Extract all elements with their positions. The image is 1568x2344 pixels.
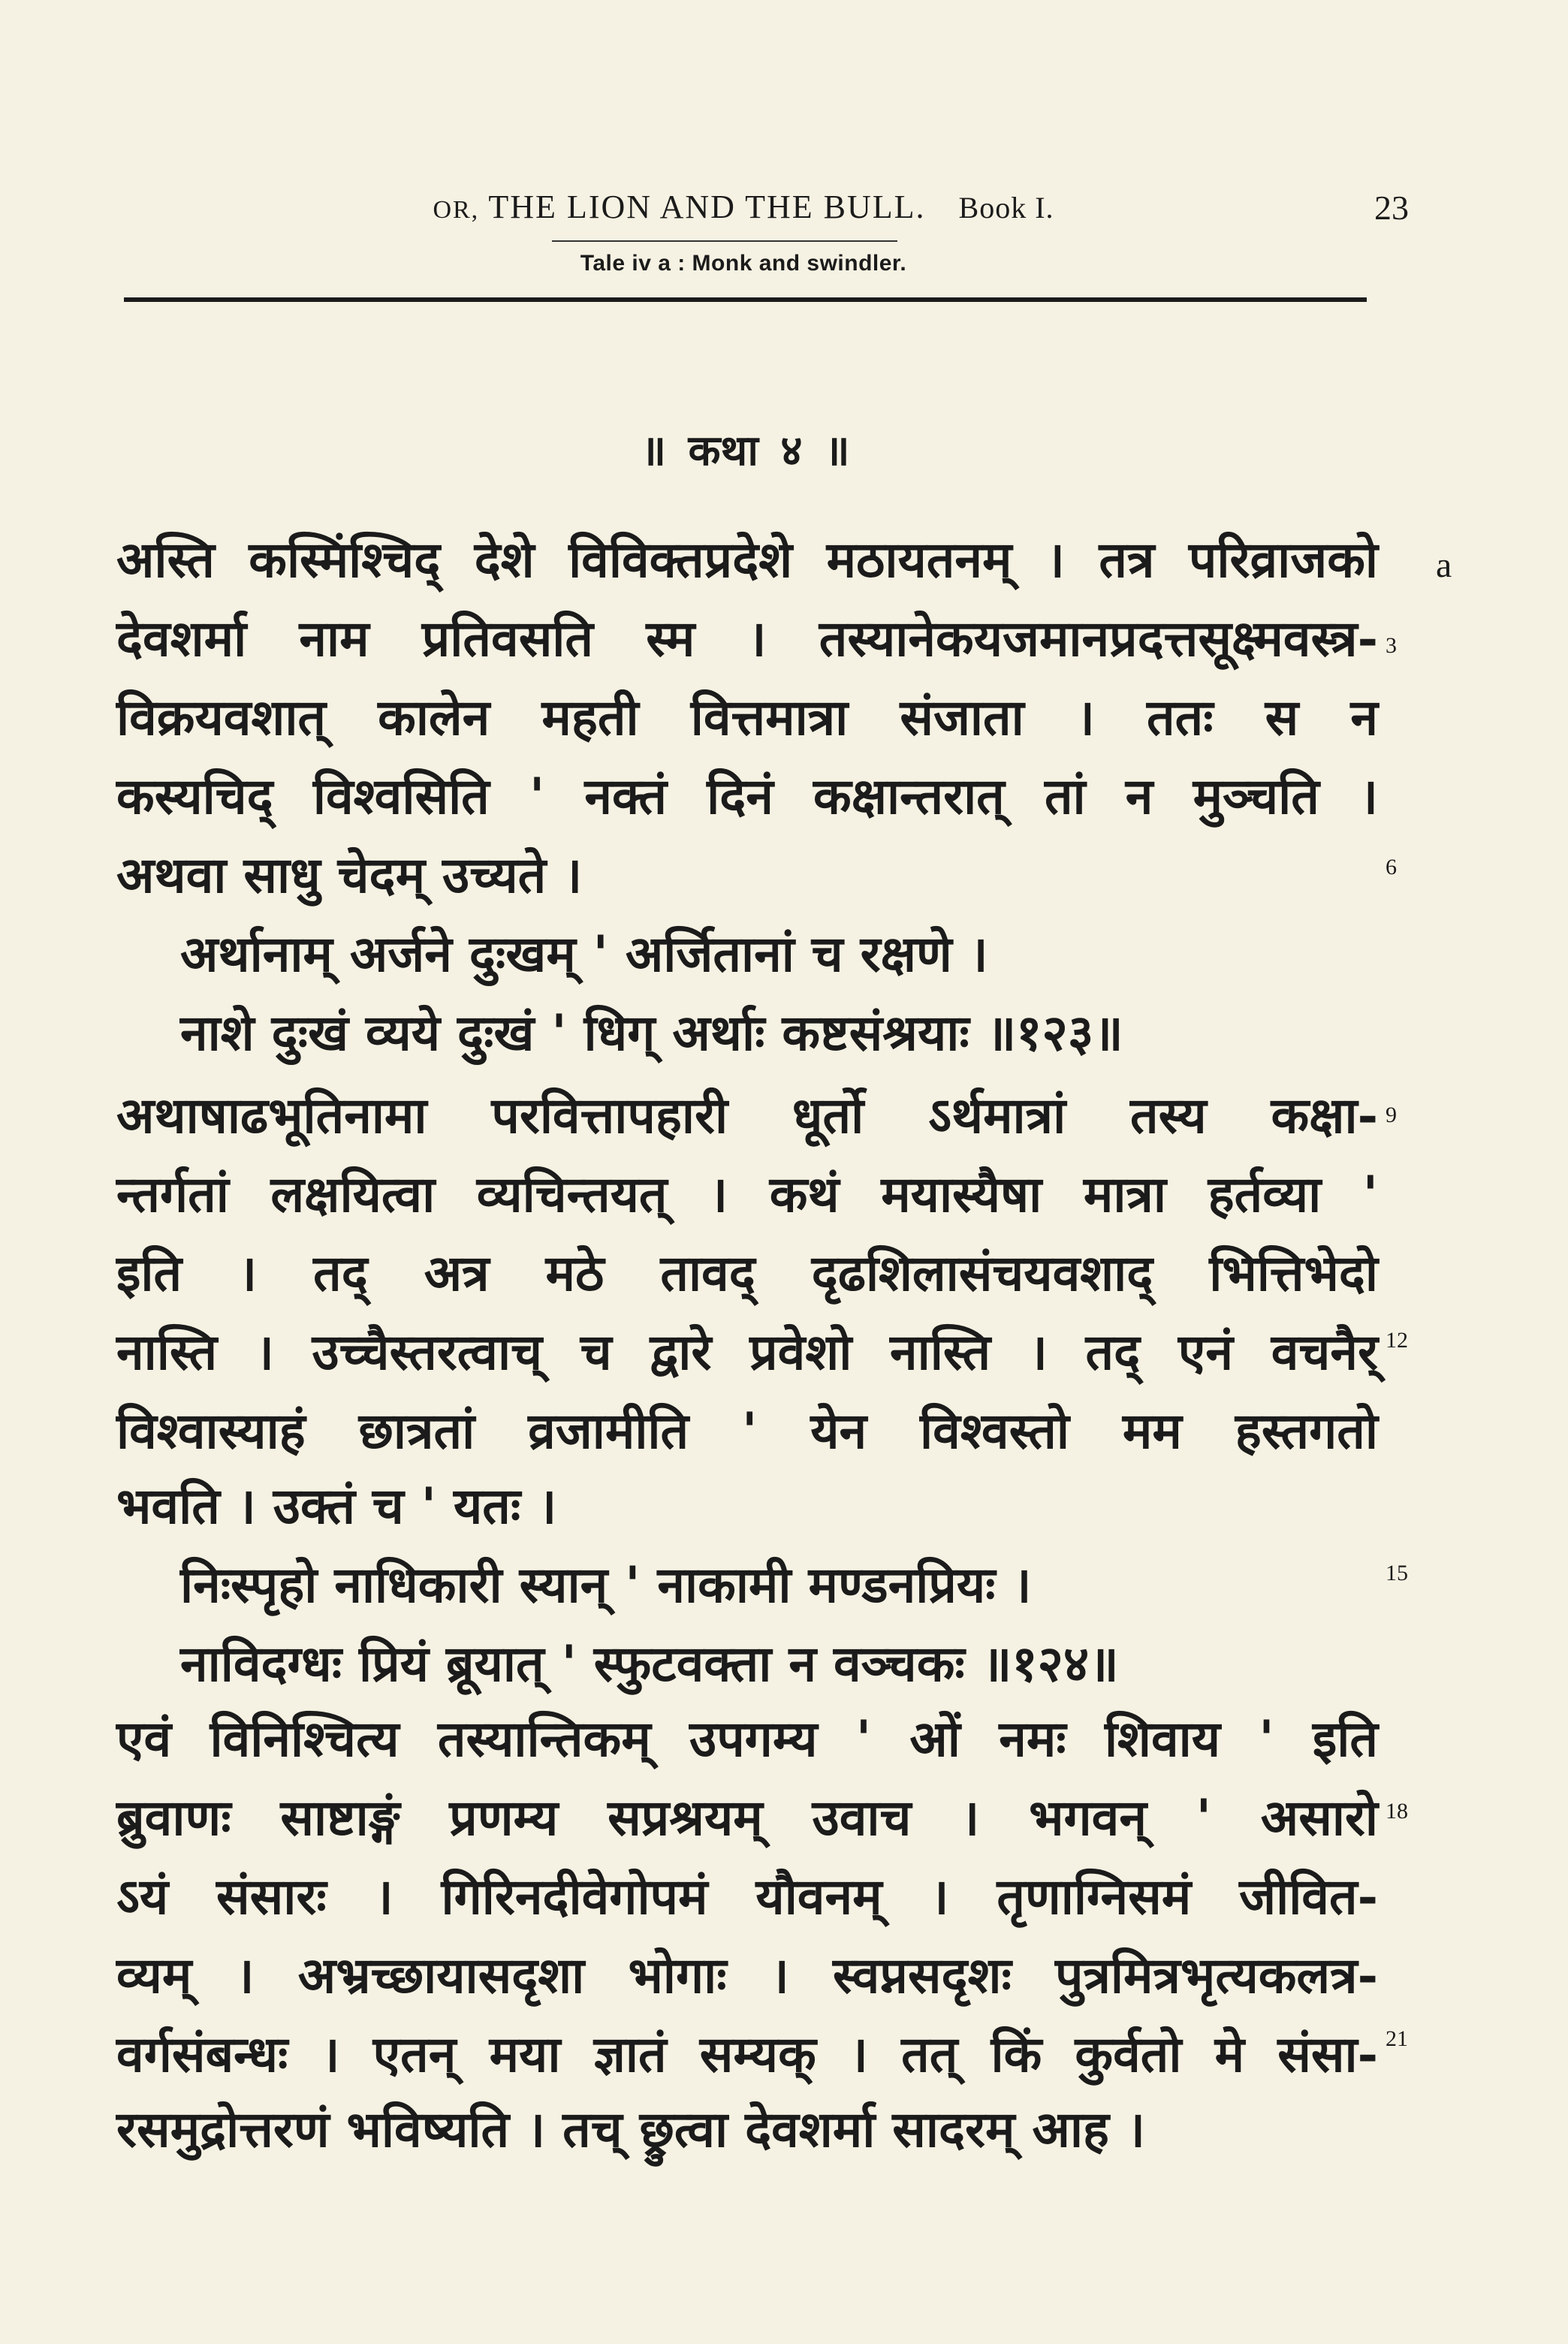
header-divider <box>124 297 1367 302</box>
text-line: देवशर्मा नाम प्रतिवसति स्म । तस्यानेकयजमानप्रदत्तसूक्ष्मवस्त्र- <box>116 609 1378 668</box>
text-line: रसमुद्रोत्तरणं भविष्यति । तच् छ्रुत्वा देवशर्मा सादरम् आह । <box>116 2100 1145 2158</box>
line-number: 3 <box>1386 633 1397 658</box>
text-line: ब्रुवाणः साष्टाङ्गं प्रणम्य सप्रश्रयम् उवाच । भगवन् ' असारो <box>116 1788 1378 1847</box>
verse-line: नाविदग्धः प्रियं ब्रूयात् ' स्फुटवक्ता न वञ्चकः ॥१२४॥ <box>180 1634 1119 1693</box>
header-rule <box>552 240 897 242</box>
running-head-title: THE LION AND THE BULL. <box>488 189 926 225</box>
text-line: न्तर्गतां लक्षयित्वा व्यचिन्तयत् । कथं मयास्यैषा मात्रा हर्तव्या ' <box>116 1165 1378 1223</box>
text-line: अस्ति कस्मिंश्चिद् देशे विविक्तप्रदेशे मठायतनम् । तत्र परिव्राजको <box>116 530 1378 589</box>
margin-label: a <box>1436 545 1452 585</box>
text-line: व्यम् । अभ्रच्छायासदृशा भोगाः । स्वप्नसदृशः पुत्रमित्रभृत्यकलत्र- <box>116 1946 1378 2005</box>
line-number: 15 <box>1386 1561 1408 1585</box>
line-number: 9 <box>1386 1103 1397 1127</box>
text-line: ऽयं संसारः । गिरिनदीवेगोपमं यौवनम् । तृणाग्निसमं जीवित- <box>116 1867 1378 1926</box>
text-line: एवं विनिश्चित्य तस्यान्तिकम् उपगम्य ' ओं नमः शिवाय ' इति <box>116 1709 1378 1768</box>
line-number: 18 <box>1386 1799 1408 1824</box>
text-line: अथवा साधु चेदम् उच्यते । <box>116 846 583 904</box>
running-head <box>345 188 1141 226</box>
text-line: नास्ति । उच्चैस्तरत्वाच् च द्वारे प्रवेशो नास्ति । तद् एनं वचनैर् <box>116 1323 1378 1381</box>
running-subtitle: Tale iv a : Monk and swindler. <box>580 251 907 276</box>
text-line: कस्यचिद् विश्वसिति ' नक्तं दिनं कक्षान्तरात् तां न मुञ्चति । <box>116 767 1378 825</box>
text-line: भवति । उक्तं च ' यतः । <box>116 1477 557 1535</box>
text-line: विश्वास्याहं छात्रतां व्रजामीति ' येन विश्वस्तो मम हस्तगतो <box>116 1401 1378 1460</box>
text-line: वर्गसंबन्धः । एतन् मया ज्ञातं सम्यक् । तत् किं कुर्वतो मे संसा- <box>116 2025 1378 2083</box>
verse-line: अर्थानाम् अर्जने दुःखम् ' अर्जितानां च रक्षणे । <box>180 925 988 983</box>
line-number: 6 <box>1386 855 1397 879</box>
line-number: 21 <box>1386 2026 1408 2051</box>
text-line: विक्रयवशात् कालेन महती वित्तमात्रा संजाता । ततः स न <box>116 688 1378 747</box>
line-number: 12 <box>1386 1328 1408 1353</box>
verse-line: निःस्पृहो नाधिकारी स्यान् ' नाकामी मण्डनप्रियः । <box>180 1555 1032 1614</box>
verse-line: नाशे दुःखं व्यये दुःखं ' धिग् अर्थाः कष्टसंश्रयाः ॥१२३॥ <box>180 1003 1123 1062</box>
running-head-book: Book I. <box>958 191 1054 225</box>
text-line: इति । तद् अत्र मठे तावद् दृढशिलासंचयवशाद् भित्तिभेदो <box>116 1244 1378 1302</box>
page-number: 23 <box>1374 189 1409 227</box>
text-line: अथाषाढभूतिनामा परवित्तापहारी धूर्तो ऽर्थमात्रां तस्य कक्षा- <box>116 1086 1378 1145</box>
story-title: ॥ कथा ४ ॥ <box>641 426 850 475</box>
running-head-prefix: OR, <box>433 196 480 224</box>
